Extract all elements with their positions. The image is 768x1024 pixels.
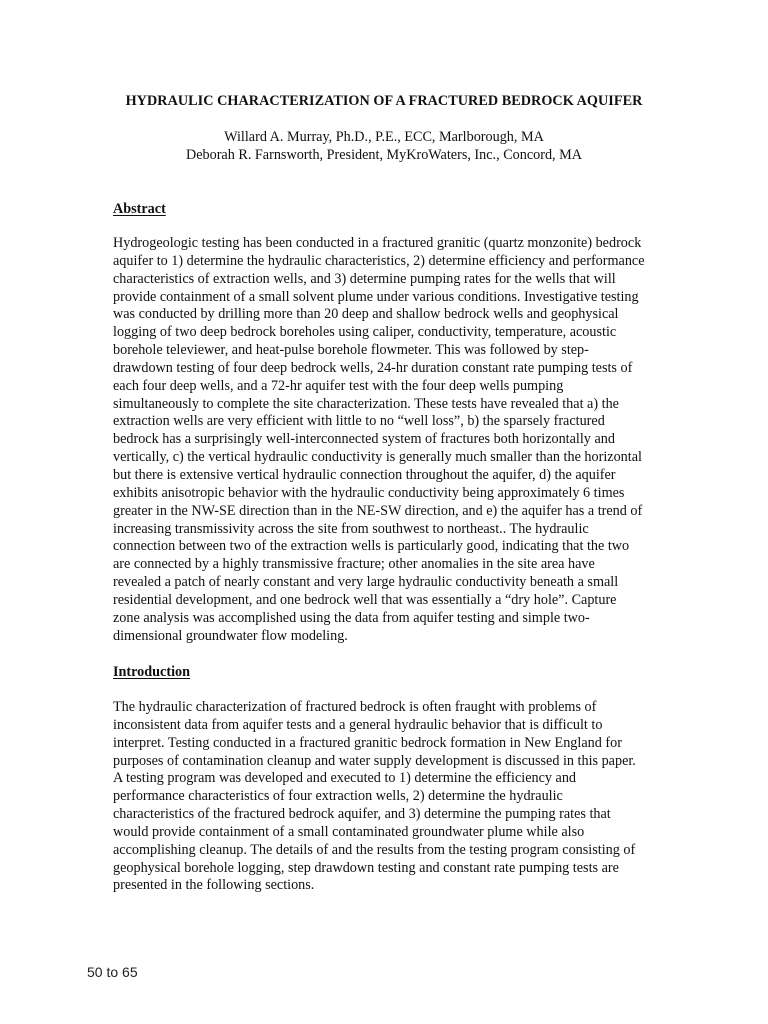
introduction-line: interpret. Testing conducted in a fractured granitic bedrock formation in New England for: [113, 734, 622, 751]
introduction-line: inconsistent data from aquifer tests and a general hydraulic behavior that is difficult to: [113, 716, 603, 733]
abstract-line: aquifer to 1) determine the hydraulic characteristics, 2) determine efficiency and performance: [113, 252, 645, 269]
abstract-line: connection between two of the extraction wells is particularly good, indicating that the two: [113, 538, 630, 555]
introduction-line: accomplishing cleanup. The details of and the results from the testing program consisting of: [113, 841, 636, 858]
abstract-line: increasing transmissivity across the site from southwest to northeast.. The hydraulic: [113, 520, 589, 537]
abstract-line: Hydrogeologic testing has been conducted in a fractured granitic (quartz monzonite) bedrock: [113, 235, 642, 251]
abstract-line: revealed a patch of nearly constant and very large hydraulic conductivity beneath a small: [113, 574, 619, 591]
author-line-1: Willard A. Murray, Ph.D., P.E., ECC, Marlborough, MA: [224, 129, 544, 145]
abstract-line: extraction wells are very efficient with little to no “well loss”, b) the sparsely fractured: [113, 413, 605, 430]
abstract-line: logging of two deep bedrock boreholes using caliper, conductivity, temperature, acoustic: [113, 324, 617, 341]
abstract-paragraph: [113, 235, 693, 645]
introduction-heading: Introduction: [113, 664, 190, 680]
introduction-line: purposes of contamination cleanup and water supply development is discussed in this paper.: [113, 752, 636, 769]
abstract-line: dimensional groundwater flow modeling.: [113, 627, 348, 644]
paper-title: HYDRAULIC CHARACTERIZATION OF A FRACTURED BEDROCK AQUIFER: [125, 93, 643, 109]
abstract-line: drawdown testing of four deep bedrock wells, 24-hr duration constant rate pumping tests of: [113, 359, 633, 376]
abstract-line: provide containment of a small solvent plume under various conditions. Investigative testing: [113, 288, 639, 305]
abstract-heading: Abstract: [113, 201, 166, 217]
abstract-line: greater in the NW-SE direction than in the NE-SW direction, and e) the aquifer has a trend of: [113, 502, 643, 519]
abstract-line: bedrock has a surprisingly well-interconnected system of fractures both horizontally and: [113, 431, 615, 448]
page-number: 50 to 65: [87, 964, 138, 980]
abstract-line: simultaneously to complete the site characterization. These tests have revealed that a) the: [113, 395, 619, 412]
abstract-line: vertically, c) the vertical hydraulic conductivity is generally much smaller than the horizontal: [113, 449, 642, 466]
introduction-line: would provide containment of a small contaminated groundwater plume while also: [113, 823, 585, 840]
abstract-line: are connected by a highly transmissive fracture; other anomalies in the site area have: [113, 556, 595, 573]
abstract-line: each four deep wells, and a 72-hr aquifer test with the four deep wells pumping: [113, 377, 564, 394]
abstract-line: zone analysis was accomplished using the data from aquifer testing and simple two-: [113, 609, 590, 626]
abstract-line: borehole televiewer, and heat-pulse borehole flowmeter. This was followed by step-: [113, 342, 589, 359]
abstract-line: but there is extensive vertical hydraulic connection throughout the aquifer, d) the aquifer: [113, 466, 616, 483]
introduction-paragraph: [113, 699, 693, 895]
introduction-line: The hydraulic characterization of fractured bedrock is often fraught with problems of: [113, 699, 597, 715]
introduction-line: geophysical borehole logging, step drawdown testing and constant rate pumping tests are: [113, 859, 619, 876]
abstract-line: was conducted by drilling more than 20 deep and shallow bedrock wells and geophysical: [113, 306, 619, 323]
abstract-line: exhibits anisotropic behavior with the hydraulic conductivity being approximately 6 times: [113, 484, 625, 501]
introduction-line: presented in the following sections.: [113, 877, 315, 894]
abstract-line: residential development, and one bedrock well that was essentially a “dry hole”. Capture: [113, 591, 617, 608]
author-line-2: Deborah R. Farnsworth, President, MyKroWaters, Inc., Concord, MA: [185, 147, 583, 163]
introduction-line: performance characteristics of four extraction wells, 2) determine the hydraulic: [113, 788, 563, 805]
abstract-line: characteristics of extraction wells, and 3) determine pumping rates for the wells that will: [113, 270, 616, 287]
introduction-line: A testing program was developed and executed to 1) determine the efficiency and: [113, 770, 577, 787]
introduction-line: characteristics of the fractured bedrock aquifer, and 3) determine the pumping rates that: [113, 806, 611, 823]
